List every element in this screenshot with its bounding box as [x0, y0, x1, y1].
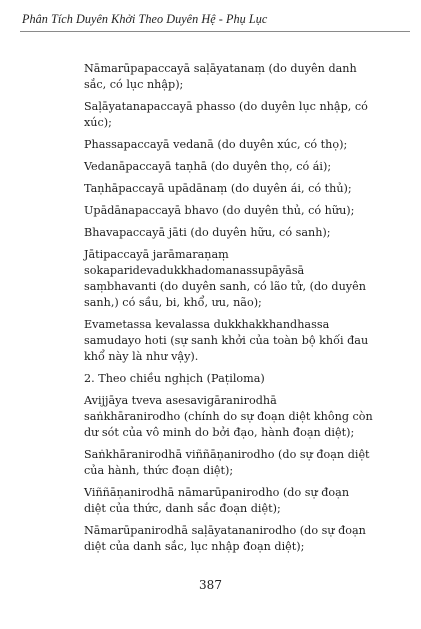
section-heading: 2. Theo chiều nghịch (Paṭiloma)	[84, 372, 265, 385]
paragraph: Viññāṇanirodhā nāmarūpanirodho (do sự đoạn diệt của thức, danh sắc đoạn diệt);	[84, 486, 350, 515]
paragraph: Bhavapaccayā jāti (do duyên hữu, có sanh);	[84, 226, 331, 239]
paragraph: Jātipaccayā jarāmaraṇaṃ sokaparidevadukkhadomanassupāyāsā saṃbhavanti (do duyên sanh, có lão tử, (do duyên sanh,) có sầu, bi, khổ, ưu, não);	[84, 248, 366, 309]
paragraph: Upādānapaccayā bhavo (do duyên thủ, có hữu);	[84, 204, 355, 217]
paragraph: Avijjāya tveva asesavigāranirodhā saṅkhāranirodho (chính do sự đoạn diệt không còn dư sót của vô minh do bởi đạo, hành đoạn diệt);	[84, 394, 373, 439]
paragraph: Saṅkhāranirodhā viññāṇanirodho (do sự đoạn diệt của hành, thức đoạn diệt);	[84, 448, 370, 477]
paragraph: Phassapaccayā vedanā (do duyên xúc, có thọ);	[84, 138, 348, 151]
paragraph: Nāmarūpanirodhā saḷāyatananirodho (do sự đoạn diệt của danh sắc, lục nhập đoạn diệt);	[84, 524, 366, 553]
paragraph: Vedanāpaccayā taṇhā (do duyên thọ, có ái);	[84, 160, 332, 173]
header-divider	[20, 31, 410, 32]
page-number: 387	[199, 578, 222, 592]
page-body	[84, 61, 374, 561]
paragraph: Saḷāyatanapaccayā phasso (do duyên lục nhập, có xúc);	[84, 100, 368, 129]
paragraph: Evametassa kevalassa dukkhakkhandhassa samudayo hoti (sự sanh khởi của toàn bộ khối đau khổ này là như vậy).	[84, 318, 369, 363]
paragraph: Taṇhāpaccayā upādānaṃ (do duyên ái, có thủ);	[84, 182, 352, 195]
running-header: Phân Tích Duyên Khởi Theo Duyên Hệ - Phụ Lục	[22, 12, 268, 26]
paragraph: Nāmarūpapaccayā saḷāyatanaṃ (do duyên danh sắc, có lục nhập);	[84, 62, 357, 91]
